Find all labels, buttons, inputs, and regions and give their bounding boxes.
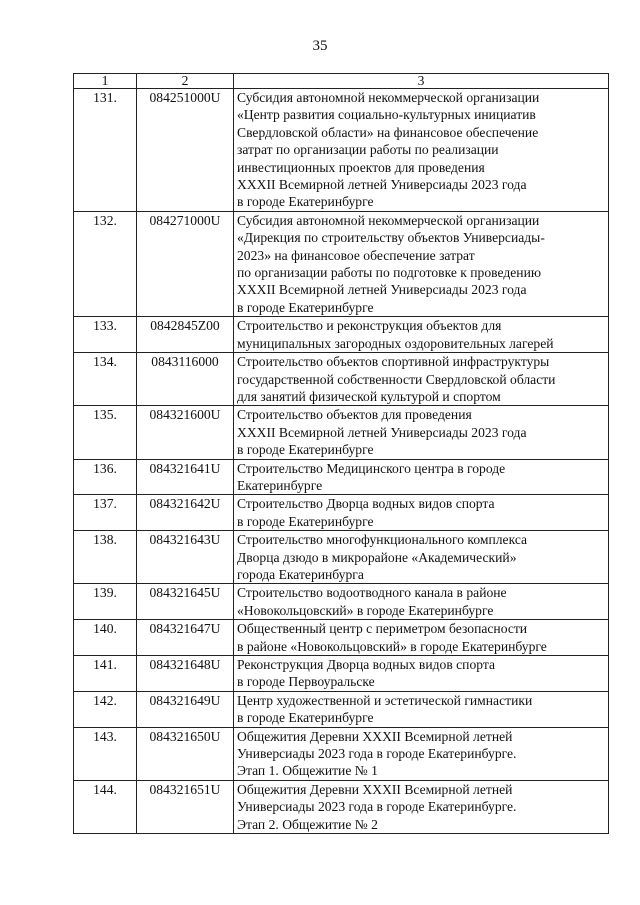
row-number-cell: 137. <box>74 495 137 531</box>
table-row <box>74 620 609 656</box>
table-row <box>74 211 609 316</box>
row-number-cell: 139. <box>74 584 137 620</box>
row-number-cell: 143. <box>74 727 137 780</box>
description-cell: Общежития Деревни XXXII Всемирной летней Универсиады 2023 года в городе Екатеринбурге. Этап 2. Общежитие № 2 <box>234 780 609 833</box>
description-cell: Строительство многофункционального комплекса Дворца дзюдо в микрорайоне «Академический» города Екатеринбурга <box>234 531 609 584</box>
budget-code-cell: 084251000U <box>137 89 234 212</box>
table-row <box>74 531 609 584</box>
description-cell: Реконструкция Дворца водных видов спорта в городе Первоуральске <box>234 656 609 692</box>
description-cell: Общественный центр с периметром безопасности в районе «Новокольцовский» в городе Екатеринбурге <box>234 620 609 656</box>
column-header-number: 1 <box>74 74 137 89</box>
table-row <box>74 495 609 531</box>
budget-code-cell: 084321600U <box>137 406 234 459</box>
row-number-cell: 132. <box>74 211 137 316</box>
table-row <box>74 656 609 692</box>
row-number-cell: 136. <box>74 459 137 495</box>
table-row <box>74 317 609 353</box>
row-number-cell: 140. <box>74 620 137 656</box>
row-number-cell: 134. <box>74 353 137 406</box>
description-cell: Субсидия автономной некоммерческой организации «Дирекция по строительству объектов Универсиады- 2023» на финансовое обеспечение затрат по организации работы по подготовке к проведению XXXII Всемирной летней Универсиады 2023 года в городе Екатеринбурге <box>234 211 609 316</box>
budget-code-cell: 084321647U <box>137 620 234 656</box>
budget-code-cell: 084321645U <box>137 584 234 620</box>
budget-code-cell: 084321643U <box>137 531 234 584</box>
description-cell: Строительство водоотводного канала в районе «Новокольцовский» в городе Екатеринбурге <box>234 584 609 620</box>
budget-code-cell: 084321650U <box>137 727 234 780</box>
row-number-cell: 141. <box>74 656 137 692</box>
table-header-row <box>74 74 609 89</box>
budget-code-cell: 084321641U <box>137 459 234 495</box>
column-header-code: 2 <box>137 74 234 89</box>
row-number-cell: 133. <box>74 317 137 353</box>
row-number-cell: 135. <box>74 406 137 459</box>
description-cell: Строительство и реконструкция объектов для муниципальных загородных оздоровительных лагерей <box>234 317 609 353</box>
description-cell: Строительство Дворца водных видов спорта в городе Екатеринбурге <box>234 495 609 531</box>
table-row <box>74 780 609 833</box>
row-number-cell: 138. <box>74 531 137 584</box>
table-row <box>74 727 609 780</box>
budget-code-table <box>73 73 609 834</box>
table-row <box>74 353 609 406</box>
row-number-cell: 131. <box>74 89 137 212</box>
table-row <box>74 459 609 495</box>
table-row <box>74 89 609 212</box>
table-row <box>74 406 609 459</box>
description-cell: Общежития Деревни XXXII Всемирной летней Универсиады 2023 года в городе Екатеринбурге. Этап 1. Общежитие № 1 <box>234 727 609 780</box>
budget-code-cell: 0842845Z00 <box>137 317 234 353</box>
description-cell: Субсидия автономной некоммерческой организации «Центр развития социально-культурных инициатив Свердловской области» на финансовое обеспечение затрат по организации работы по реализации инвестиционных проектов для проведения XXXII Всемирной летней Универсиады 2023 года в городе Екатеринбурге <box>234 89 609 212</box>
column-header-description: 3 <box>234 74 609 89</box>
row-number-cell: 144. <box>74 780 137 833</box>
description-cell: Строительство объектов для проведения XXXII Всемирной летней Универсиады 2023 года в городе Екатеринбурге <box>234 406 609 459</box>
page-number: 35 <box>312 38 328 54</box>
table-row <box>74 584 609 620</box>
budget-code-cell: 084321649U <box>137 691 234 727</box>
description-cell: Строительство Медицинского центра в городе Екатеринбурге <box>234 459 609 495</box>
budget-code-cell: 084321651U <box>137 780 234 833</box>
description-cell: Строительство объектов спортивной инфраструктуры государственной собственности Свердловской области для занятий физической культурой и спортом <box>234 353 609 406</box>
table-row <box>74 691 609 727</box>
budget-code-cell: 084271000U <box>137 211 234 316</box>
row-number-cell: 142. <box>74 691 137 727</box>
description-cell: Центр художественной и эстетической гимнастики в городе Екатеринбурге <box>234 691 609 727</box>
budget-code-cell: 084321648U <box>137 656 234 692</box>
budget-code-cell: 0843116000 <box>137 353 234 406</box>
budget-code-cell: 084321642U <box>137 495 234 531</box>
